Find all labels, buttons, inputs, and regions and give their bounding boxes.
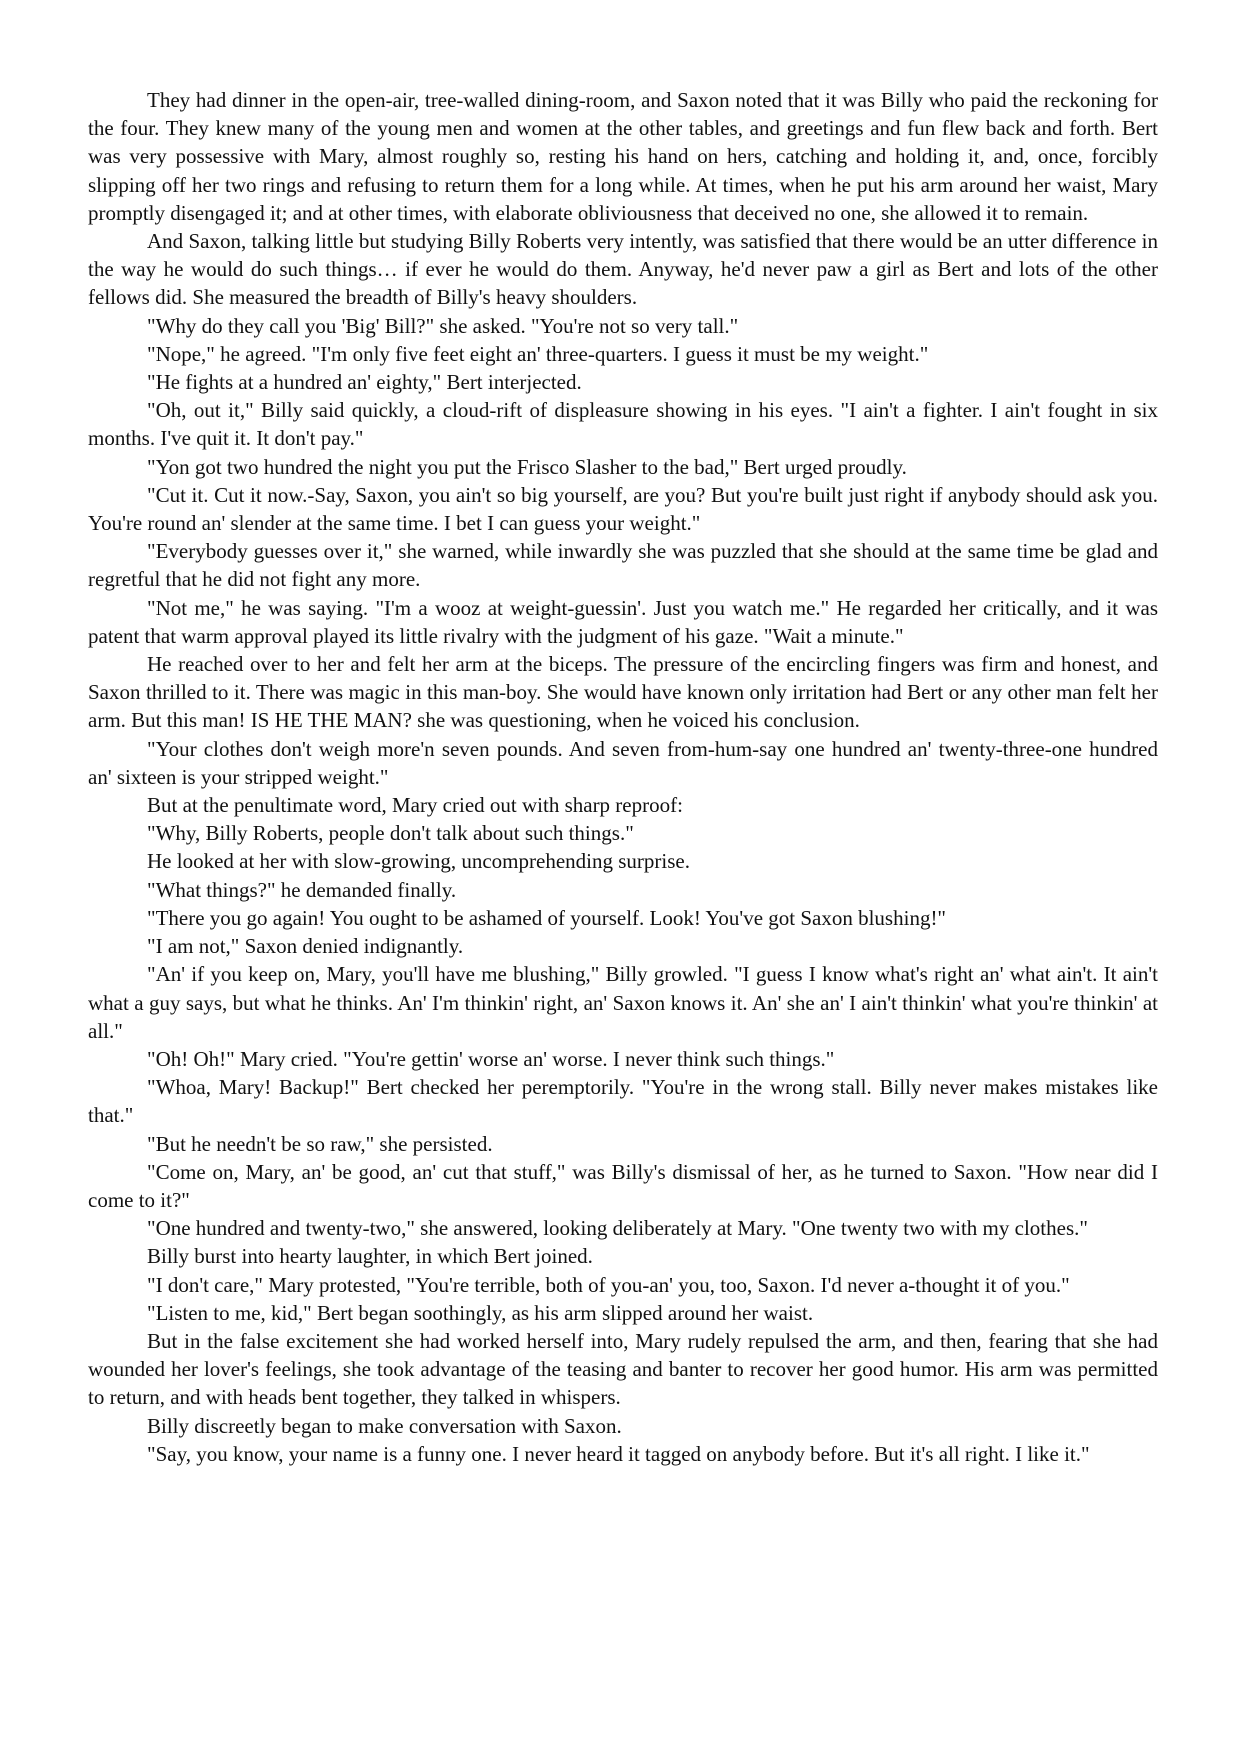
paragraph: "But he needn't be so raw," she persisted. bbox=[147, 1131, 493, 1156]
paragraph: He reached over to her and felt her arm at the biceps. The pressure of the encircling fingers was firm and honest, and Saxon thrilled to it. There was magic in this man-boy. She would have known only irritation had Bert or any other man felt her arm. But this man! IS HE THE MAN? she was questioning, when he voiced his conclusion. bbox=[88, 652, 1158, 733]
paragraph: "I don't care," Mary protested, "You're terrible, both of you-an' you, too, Saxon. I'd never a-thought it of you." bbox=[147, 1272, 1070, 1297]
paragraph: "An' if you keep on, Mary, you'll have me blushing," Billy growled. "I guess I know what's right an' what ain't. It ain't what a guy says, but what he thinks. An' I'm thinkin' right, an' Saxon knows it. An' she an' I ain't thinkin' what you're thinkin' at all." bbox=[88, 962, 1158, 1043]
paragraph: "Come on, Mary, an' be good, an' cut that stuff," was Billy's dismissal of her, as he turned to Saxon. "How near did I come to it?" bbox=[88, 1159, 1158, 1212]
paragraph: "Oh, out it," Billy said quickly, a cloud-rift of displeasure showing in his eyes. "I ain't a fighter. I ain't fought in six months. I've quit it. It don't pay." bbox=[88, 398, 1158, 451]
paragraph: "Everybody guesses over it," she warned, while inwardly she was puzzled that she should at the same time be glad and regretful that he did not fight any more. bbox=[88, 539, 1158, 592]
paragraph: But in the false excitement she had worked herself into, Mary rudely repulsed the arm, and then, fearing that she had wounded her lover's feelings, she took advantage of the teasing and banter to recover her good humor. His arm was permitted to return, and with heads bent together, they talked in whispers. bbox=[88, 1328, 1158, 1410]
paragraph: "What things?" he demanded finally. bbox=[147, 877, 457, 902]
paragraph: "Why, Billy Roberts, people don't talk about such things." bbox=[147, 821, 634, 846]
paragraph: But at the penultimate word, Mary cried out with sharp reproof: bbox=[147, 793, 683, 818]
paragraph: "I am not," Saxon denied indignantly. bbox=[147, 934, 464, 959]
paragraph: "One hundred and twenty-two," she answered, looking deliberately at Mary. "One twenty two with my clothes." bbox=[147, 1216, 1088, 1241]
paragraph: And Saxon, talking little but studying Billy Roberts very intently, was satisfied that there would be an utter difference in the way he would do such things… if ever he would do them. Anyway, he'd never paw a girl as Bert and lots of the other fellows did. She measured the breadth of Billy's heavy shoulders. bbox=[88, 229, 1158, 310]
paragraph: "Listen to me, kid," Bert began soothingly, as his arm slipped around her waist. bbox=[147, 1300, 814, 1325]
paragraph: "Why do they call you 'Big' Bill?" she asked. "You're not so very tall." bbox=[147, 313, 739, 338]
paragraph: "There you go again! You ought to be ashamed of yourself. Look! You've got Saxon blushing!" bbox=[147, 905, 947, 930]
paragraph: "He fights at a hundred an' eighty," Bert interjected. bbox=[147, 370, 582, 395]
paragraph: "Cut it. Cut it now.-Say, Saxon, you ain't so big yourself, are you? But you're built just right if anybody should ask you. You're round an' slender at the same time. I bet I can guess your weight." bbox=[88, 482, 1158, 536]
paragraph: "Oh! Oh!" Mary cried. "You're gettin' worse an' worse. I never think such things." bbox=[147, 1046, 835, 1071]
paragraph: "Yon got two hundred the night you put the Frisco Slasher to the bad," Bert urged proudly. bbox=[147, 454, 907, 479]
paragraph: "Whoa, Mary! Backup!" Bert checked her peremptorily. "You're in the wrong stall. Billy never makes mistakes like that." bbox=[88, 1075, 1158, 1128]
paragraph: "Your clothes don't weigh more'n seven pounds. And seven from-hum-say one hundred an' twenty-three-one hundred an' sixteen is your stripped weight." bbox=[88, 736, 1158, 789]
paragraph: Billy discreetly began to make conversation with Saxon. bbox=[147, 1413, 622, 1438]
paragraph: He looked at her with slow-growing, uncomprehending surprise. bbox=[147, 849, 690, 874]
paragraph: Billy burst into hearty laughter, in which Bert joined. bbox=[147, 1244, 593, 1269]
paragraph: "Say, you know, your name is a funny one. I never heard it tagged on anybody before. But it's all right. I like it." bbox=[147, 1441, 1090, 1466]
paragraph: "Not me," he was saying. "I'm a wooz at weight-guessin'. Just you watch me." He regarded her critically, and it was patent that warm approval played its little rivalry with the judgment of his gaze. "Wait a minute." bbox=[88, 595, 1158, 648]
document-page bbox=[88, 86, 1158, 1468]
paragraph: "Nope," he agreed. "I'm only five feet eight an' three-quarters. I guess it must be my weight." bbox=[147, 341, 929, 366]
paragraph: They had dinner in the open-air, tree-walled dining-room, and Saxon noted that it was Billy who paid the reckoning for the four. They knew many of the young men and women at the other tables, and greetings and fun flew back and forth. Bert was very possessive with Mary, almost roughly so, resting his hand on hers, catching and holding it, and, once, forcibly slipping off her two rings and refusing to return them for a long while. At times, when he put his arm around her waist, Mary promptly disengaged it; and at other times, with elaborate obliviousness that deceived no one, she allowed it to remain. bbox=[88, 88, 1158, 225]
